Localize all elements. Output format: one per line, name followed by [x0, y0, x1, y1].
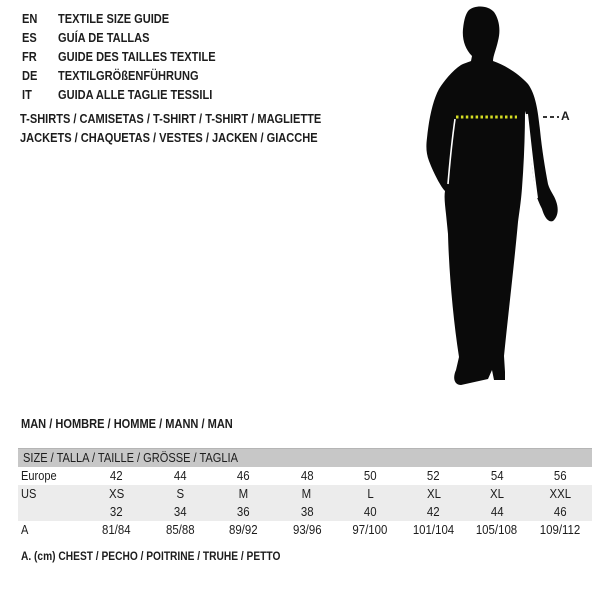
lang-title: TEXTILGRÖßENFÜHRUNG: [58, 68, 199, 83]
table-row-europe: [18, 467, 592, 485]
table-cell: 40: [363, 504, 377, 519]
table-row-us-numeric: [18, 503, 592, 521]
category-line-tshirts: T-SHIRTS / CAMISETAS / T-SHIRT / T-SHIRT / MAGLIETTE: [20, 111, 322, 126]
table-cell: XXL: [549, 486, 572, 501]
table-cell: XL: [426, 486, 441, 501]
table-cell: 44: [490, 504, 504, 519]
table-cell: 93/96: [292, 522, 322, 537]
lang-code: IT: [22, 87, 32, 102]
lang-code: EN: [22, 11, 38, 26]
table-cell: 81/84: [102, 522, 132, 537]
table-cell: 38: [300, 504, 314, 519]
table-cell: 34: [173, 504, 187, 519]
section-title-man: MAN / HOMBRE / HOMME / MANN / MAN: [21, 416, 233, 431]
category-line-jackets: JACKETS / CHAQUETAS / VESTES / JACKEN / GIACCHE: [20, 130, 318, 145]
lang-code: DE: [22, 68, 38, 83]
lang-code: FR: [22, 49, 37, 64]
table-cell: 50: [363, 468, 377, 483]
table-cell: 44: [173, 468, 187, 483]
table-cell: 36: [237, 504, 250, 519]
table-cell: 105/108: [476, 522, 518, 537]
garment-categories: [20, 109, 374, 147]
measure-label-a: A: [561, 109, 570, 123]
table-cell: 52: [427, 468, 440, 483]
measurement-footnote: A. (cm) CHEST / PECHO / POITRINE / TRUHE / PETTO: [21, 549, 281, 563]
table-cell: 85/88: [165, 522, 195, 537]
size-table: [18, 448, 592, 539]
lang-row-it: [22, 85, 243, 104]
table-row-us: [18, 485, 592, 503]
table-cell: 42: [427, 504, 440, 519]
table-cell: 97/100: [352, 522, 388, 537]
table-row-chest-a: [18, 521, 592, 539]
table-cell: S: [176, 486, 184, 501]
lang-title: GUÍA DE TALLAS: [58, 30, 150, 45]
lang-title: TEXTILE SIZE GUIDE: [58, 11, 170, 26]
table-cell: 32: [110, 504, 124, 519]
row-label: Europe: [21, 468, 57, 483]
table-cell: 46: [237, 468, 250, 483]
lang-title: GUIDA ALLE TAGLIE TESSILI: [58, 87, 213, 102]
table-cell: 46: [553, 504, 567, 519]
table-cell: 42: [110, 468, 124, 483]
table-cell: M: [238, 486, 249, 501]
row-label: US: [21, 486, 37, 501]
table-cell: 48: [300, 468, 314, 483]
table-cell: XS: [109, 486, 125, 501]
language-title-list: [22, 9, 243, 104]
table-cell: M: [302, 486, 312, 501]
table-cell: 89/92: [229, 522, 258, 537]
table-cell: L: [366, 486, 374, 501]
lang-code: ES: [22, 30, 37, 45]
lang-row-fr: [22, 47, 243, 66]
lang-row-de: [22, 66, 243, 85]
lang-title: GUIDE DES TAILLES TEXTILE: [58, 49, 216, 64]
row-label: [18, 503, 85, 521]
lang-row-en: [22, 9, 243, 28]
man-silhouette-body: [426, 6, 557, 385]
table-cell: XL: [489, 486, 504, 501]
row-label: A: [21, 522, 29, 537]
size-table-header: SIZE / TALLA / TAILLE / GRÖSSE / TAGLIA: [18, 448, 592, 467]
table-cell: 56: [553, 468, 567, 483]
table-cell: 101/104: [412, 522, 455, 537]
table-cell: 109/112: [540, 522, 581, 537]
lang-row-es: [22, 28, 243, 47]
table-cell: 54: [490, 468, 504, 483]
